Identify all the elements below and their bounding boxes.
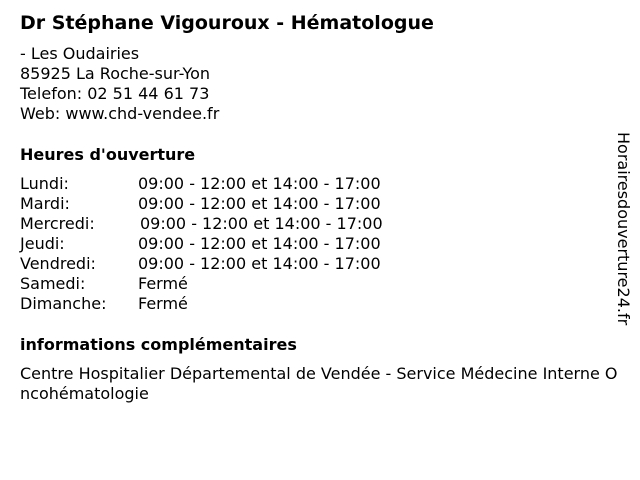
day-hours: 09:00 - 12:00 et 14:00 - 17:00	[140, 214, 383, 233]
day-hours: Fermé	[138, 274, 188, 293]
watermark-text: Horairesdouverture24.fr	[614, 132, 633, 326]
day-hours: 09:00 - 12:00 et 14:00 - 17:00	[138, 194, 381, 213]
phone-number: Telefon: 02 51 44 61 73	[20, 84, 210, 103]
day-hours: Fermé	[138, 294, 188, 313]
day-hours: 09:00 - 12:00 et 14:00 - 17:00	[138, 234, 381, 253]
address-city: 85925 La Roche-sur-Yon	[20, 64, 211, 83]
page-title: Dr Stéphane Vigouroux - Hématologue	[20, 12, 434, 34]
day-label: Vendredi:	[20, 254, 96, 273]
day-hours: 09:00 - 12:00 et 14:00 - 17:00	[138, 254, 381, 273]
day-label: Jeudi:	[20, 234, 65, 253]
day-label: Mercredi:	[20, 214, 95, 233]
opening-hours-heading: Heures d'ouverture	[20, 145, 196, 164]
address-street: - Les Oudairies	[20, 44, 140, 63]
address-block	[20, 44, 219, 124]
day-label: Mardi:	[20, 194, 70, 213]
day-label: Lundi:	[20, 174, 69, 193]
additional-info-text: Centre Hospitalier Départemental de Vendée - Service Médecine Interne Oncohématologie	[20, 364, 618, 403]
additional-info-heading: informations complémentaires	[20, 335, 297, 354]
day-label: Samedi:	[20, 274, 86, 293]
website: Web: www.chd-vendee.fr	[20, 104, 220, 123]
day-hours: 09:00 - 12:00 et 14:00 - 17:00	[138, 174, 381, 193]
day-label: Dimanche:	[20, 294, 107, 313]
